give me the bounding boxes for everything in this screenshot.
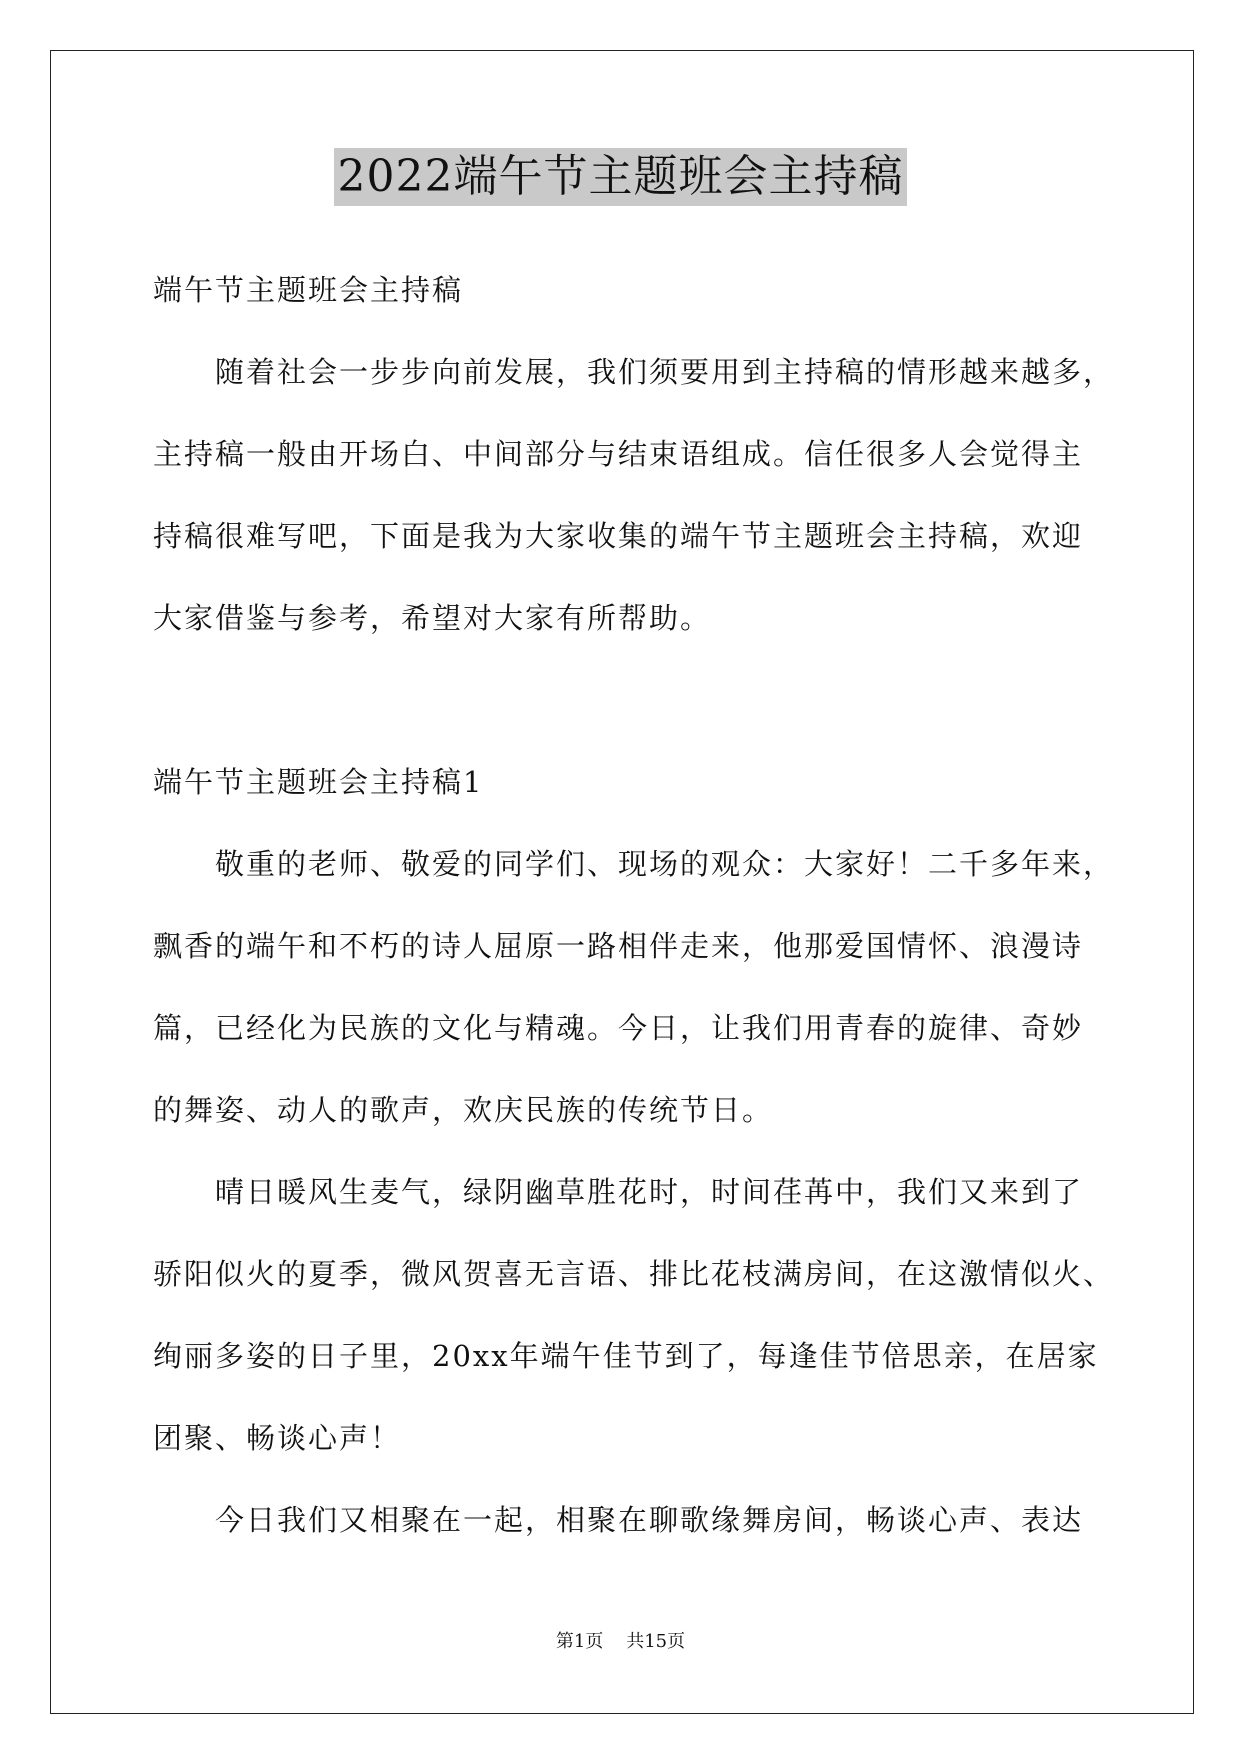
section-heading: 端午节主题班会主持稿 [153,273,464,307]
document-title: 2022端午节主题班会主持稿 [334,148,908,206]
document-body [153,270,1113,1582]
paragraph-line: 的舞姿、动人的歌声，欢庆民族的传统节日。 [153,1093,774,1127]
paragraph-line: 篇，已经化为民族的文化与精魂。今日，让我们用青春的旋律、奇妙 [153,1011,1084,1045]
paragraph-line: 敬重的老师、敬爱的同学们、现场的观众：大家好！二千多年来， [215,847,1115,881]
paragraph-line: 持稿很难写吧，下面是我为大家收集的端午节主题班会主持稿，欢迎 [153,519,1084,553]
paragraph-line: 绚丽多姿的日子里，20xx年端午佳节到了，每逢佳节倍思亲，在居家 [153,1339,1099,1373]
page-footer [0,1630,1241,1654]
paragraph-line: 大家借鉴与参考，希望对大家有所帮助。 [153,601,712,635]
paragraph-line: 随着社会一步步向前发展，我们须要用到主持稿的情形越来越多， [215,355,1115,389]
page-number: 第1页 [555,1631,604,1652]
paragraph-line: 主持稿一般由开场白、中间部分与结束语组成。信任很多人会觉得主 [153,437,1084,471]
section-heading: 端午节主题班会主持稿1 [153,765,484,799]
title-container [0,148,1241,206]
blank-line [153,680,1113,762]
paragraph-line: 晴日暖风生麦气，绿阴幽草胜花时，时间荏苒中，我们又来到了 [215,1175,1084,1209]
paragraph-line: 骄阳似火的夏季，微风贺喜无言语、排比花枝满房间，在这激情似火、 [153,1257,1115,1291]
paragraph-line: 团聚、畅谈心声！ [153,1421,402,1455]
paragraph-line: 飘香的端午和不朽的诗人屈原一路相伴走来，他那爱国情怀、浪漫诗 [153,929,1084,963]
page-total: 共15页 [626,1631,686,1652]
paragraph-line: 今日我们又相聚在一起，相聚在聊歌缘舞房间，畅谈心声、表达 [215,1503,1084,1537]
